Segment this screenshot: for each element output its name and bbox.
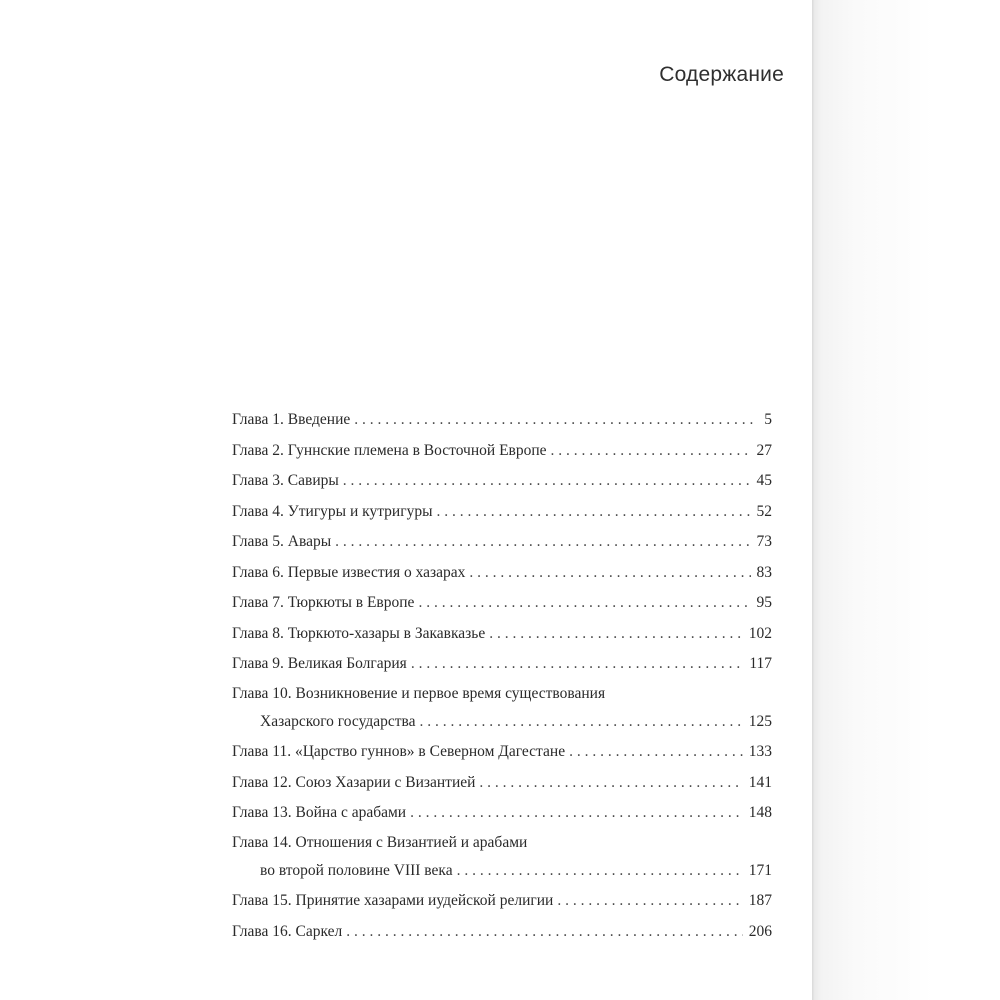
dot-leader — [469, 558, 750, 589]
toc-entry-15[interactable] — [232, 886, 772, 917]
dot-leader — [335, 527, 750, 558]
toc-entry-page: 141 — [748, 773, 772, 791]
toc-entry-label: Глава 15. Принятие хазарами иудейской религии — [232, 892, 554, 909]
toc-entry-label: Глава 4. Утигуры и кутригуры — [232, 502, 433, 520]
toc-entry-label: Глава 2. Гуннские племена в Восточной Европе — [232, 441, 547, 459]
toc-entry-3[interactable] — [232, 466, 772, 497]
page-title: Содержание — [659, 63, 784, 86]
toc-entry-label: Глава 5. Авары — [232, 533, 332, 550]
dot-leader — [569, 737, 743, 768]
dot-leader — [457, 856, 743, 887]
toc-entry-12[interactable] — [232, 768, 772, 799]
dot-leader — [489, 619, 743, 650]
dot-leader — [354, 405, 758, 436]
page-fold — [812, 0, 815, 1000]
dot-leader — [551, 436, 751, 467]
dot-leader — [410, 798, 743, 829]
toc-entry-label: Глава 6. Первые известия о хазарах — [232, 563, 466, 581]
toc-entry-6[interactable] — [232, 558, 772, 589]
dot-leader — [343, 466, 751, 497]
toc-entry-page: 125 — [748, 712, 772, 730]
toc-entry-label-continuation: во второй половине VIII века — [260, 861, 453, 879]
toc-entry-page: 102 — [748, 624, 772, 642]
toc-entry-label: Глава 13. Война с арабами — [232, 804, 407, 821]
toc-entry-5[interactable] — [232, 527, 772, 558]
toc-entry-page: 52 — [756, 502, 772, 520]
toc-entry-1[interactable] — [232, 405, 772, 436]
toc-entry-page: 5 — [764, 411, 772, 428]
toc-entry-8[interactable] — [232, 619, 772, 650]
adjacent-page-edge — [815, 0, 1000, 1000]
table-of-contents — [232, 405, 772, 947]
toc-entry-label: Глава 11. «Царство гуннов» в Северном Дагестане — [232, 743, 566, 760]
toc-entry-label: Глава 10. Возникновение и первое время существования — [232, 684, 606, 702]
toc-entry-label-continuation: Хазарского государства — [260, 712, 416, 730]
dot-leader — [436, 497, 750, 528]
dot-leader — [411, 649, 744, 680]
dot-leader — [479, 768, 742, 799]
toc-entry-label: Глава 9. Великая Болгария — [232, 655, 407, 672]
toc-entry-13[interactable] — [232, 798, 772, 829]
toc-entry-4[interactable] — [232, 497, 772, 528]
toc-entry-page: 95 — [756, 594, 772, 611]
dot-leader — [420, 707, 743, 738]
toc-entry-label: Глава 1. Введение — [232, 411, 351, 428]
toc-entry-label: Глава 3. Савиры — [232, 472, 339, 489]
toc-entry-page: 73 — [756, 533, 772, 550]
toc-entry-11[interactable] — [232, 737, 772, 768]
toc-entry-7[interactable] — [232, 588, 772, 619]
toc-entry-label: Глава 7. Тюркюты в Европе — [232, 594, 415, 611]
toc-entry-label: Глава 8. Тюркюто-хазары в Закавказье — [232, 624, 486, 642]
toc-entry-page: 187 — [748, 892, 772, 909]
toc-entry-page: 206 — [748, 922, 772, 940]
dot-leader — [557, 886, 742, 917]
toc-entry-16[interactable] — [232, 917, 772, 948]
toc-entry-page: 148 — [748, 804, 772, 821]
toc-entry-2[interactable] — [232, 436, 772, 467]
dot-leader — [346, 917, 742, 948]
toc-entry-9[interactable] — [232, 649, 772, 680]
toc-entry-10[interactable] — [232, 680, 772, 738]
toc-entry-page: 27 — [756, 441, 772, 459]
toc-entry-page: 171 — [748, 861, 772, 879]
toc-entry-14[interactable] — [232, 829, 772, 887]
toc-entry-page: 45 — [756, 472, 772, 489]
toc-entry-page: 117 — [749, 655, 772, 672]
toc-entry-label: Глава 16. Саркел — [232, 922, 343, 940]
toc-entry-label: Глава 12. Союз Хазарии с Византией — [232, 773, 476, 791]
toc-entry-page: 133 — [748, 743, 772, 760]
toc-entry-page: 83 — [756, 563, 772, 581]
dot-leader — [418, 588, 750, 619]
toc-entry-label: Глава 14. Отношения с Византией и арабами — [232, 833, 528, 851]
